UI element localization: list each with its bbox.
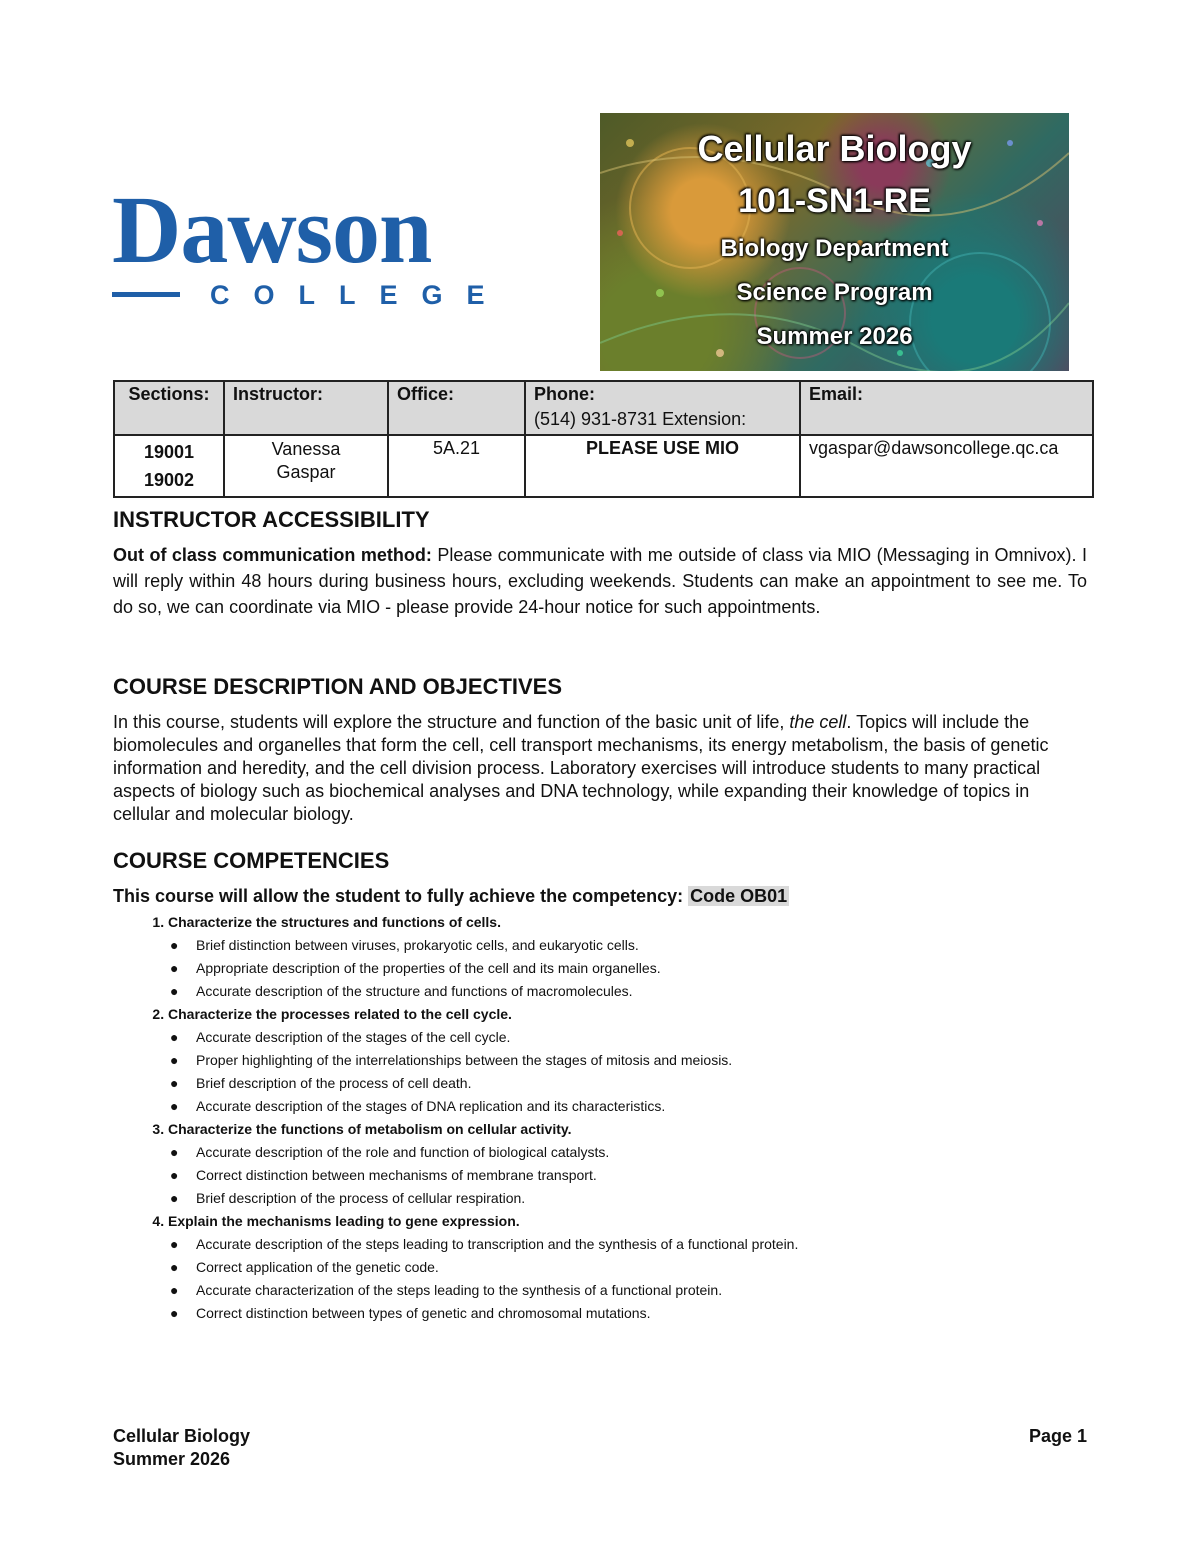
logo-rule — [112, 292, 180, 297]
cell-instructor: Vanessa Gaspar — [224, 435, 388, 497]
description-italic: the cell — [789, 712, 847, 732]
logo-subline — [112, 280, 522, 310]
header-office: Office: — [388, 381, 525, 435]
competency-point-text: Accurate description of the stages of the cell cycle. — [196, 1029, 511, 1045]
footer-page-number: Page 1 — [1028, 1426, 1087, 1446]
bullet-icon: ● — [170, 1190, 179, 1206]
competency-point-text: Correct application of the genetic code. — [196, 1259, 439, 1275]
cell-office: 5A.21 — [388, 435, 525, 497]
list-item — [170, 980, 1087, 1003]
header-phone-label: Phone: — [534, 384, 595, 404]
banner-text-block — [600, 113, 1069, 359]
competency-item — [168, 1118, 1087, 1210]
logo-college-text: COLLEGE — [210, 280, 509, 310]
cell-sections — [114, 435, 224, 497]
bullet-icon: ● — [170, 1305, 179, 1321]
list-item — [170, 1256, 1087, 1279]
table-row — [114, 435, 1093, 497]
competency-point-text: Proper highlighting of the interrelationships between the stages of mitosis and meiosis. — [196, 1052, 733, 1068]
section-number: 19001 — [143, 442, 195, 462]
page-footer — [113, 1425, 1087, 1471]
bullet-icon: ● — [170, 1052, 179, 1068]
competency-title: Characterize the structures and functions of cells. — [168, 914, 501, 930]
course-banner — [600, 113, 1069, 371]
communication-method-text: Please communicate with me outside of class via MIO (Messaging in Omnivox). I will reply within 48 hours during business hours, excluding weekends. Students can make an appointment to see me. To do so, we can coordinate via MIO - please provide 24-hour notice for such appointments. — [113, 545, 1088, 617]
bullet-icon: ● — [170, 1098, 179, 1114]
footer-course: Cellular Biology — [113, 1426, 251, 1446]
list-item — [170, 1233, 1087, 1256]
competency-item — [168, 1003, 1087, 1118]
competency-point-text: Accurate description of the role and function of biological catalysts. — [196, 1144, 610, 1160]
bullet-icon: ● — [170, 1144, 179, 1160]
bullet-icon: ● — [170, 1075, 179, 1091]
list-item — [170, 1187, 1087, 1210]
list-item — [170, 1302, 1087, 1325]
description-heading: COURSE DESCRIPTION AND OBJECTIVES — [113, 674, 563, 699]
header-phone-number: (514) 931-8731 Extension: — [534, 409, 747, 429]
table-header-row — [114, 381, 1093, 435]
logo-wordmark: Dawson — [112, 176, 432, 283]
list-item — [170, 1141, 1087, 1164]
competency-lead-text: This course will allow the student to fully achieve the competency: — [113, 886, 689, 906]
bullet-icon: ● — [170, 937, 179, 953]
banner-program: Science Program — [736, 279, 933, 306]
banner-title: Cellular Biology — [697, 128, 972, 169]
competency-item — [168, 911, 1087, 1003]
competency-points — [168, 934, 1087, 1003]
banner-term: Summer 2026 — [756, 323, 913, 350]
list-item — [170, 1026, 1087, 1049]
competency-points — [168, 1233, 1087, 1325]
competency-title: Characterize the functions of metabolism on cellular activity. — [168, 1121, 572, 1137]
bullet-icon: ● — [170, 1029, 179, 1045]
competency-code: Code OB01 — [690, 886, 788, 906]
cell-email: vgaspar@dawsoncollege.qc.ca — [800, 435, 1093, 497]
instructor-info-table — [113, 380, 1094, 498]
competencies-heading: COURSE COMPETENCIES — [113, 848, 390, 873]
list-item — [170, 1049, 1087, 1072]
cell-phone: PLEASE USE MIO — [525, 435, 800, 497]
competency-item — [168, 1210, 1087, 1325]
footer-term: Summer 2026 — [113, 1449, 231, 1469]
competency-point-text: Appropriate description of the properties of the cell and its main organelles. — [196, 960, 661, 976]
competency-points — [168, 1026, 1087, 1118]
description-text — [113, 711, 1087, 826]
accessibility-text — [113, 542, 1087, 620]
bullet-icon: ● — [170, 960, 179, 976]
competency-point-text: Correct distinction between types of genetic and chromosomal mutations. — [196, 1305, 651, 1321]
list-item — [170, 1164, 1087, 1187]
competency-point-text: Correct distinction between mechanisms of membrane transport. — [196, 1167, 597, 1183]
competency-list — [113, 911, 1087, 1325]
competency-point-text: Brief description of the process of cellular respiration. — [196, 1190, 526, 1206]
competency-title: Explain the mechanisms leading to gene expression. — [168, 1213, 520, 1229]
list-item — [170, 934, 1087, 957]
banner-department: Biology Department — [720, 235, 949, 262]
header-instructor: Instructor: — [224, 381, 388, 435]
competency-point-text: Accurate description of the structure and functions of macromolecules. — [196, 983, 633, 999]
competency-lead — [113, 886, 1087, 907]
banner-course-code: 101-SN1-RE — [738, 182, 931, 220]
bullet-icon: ● — [170, 1282, 179, 1298]
bullet-icon: ● — [170, 983, 179, 999]
competency-title: Characterize the processes related to the cell cycle. — [168, 1006, 512, 1022]
description-text-start: In this course, students will explore the structure and function of the basic unit of life, — [113, 712, 790, 732]
competency-point-text: Accurate characterization of the steps leading to the synthesis of a functional protein. — [196, 1282, 723, 1298]
competency-point-text: Accurate description of the stages of DNA replication and its characteristics. — [196, 1098, 666, 1114]
bullet-icon: ● — [170, 1236, 179, 1252]
list-item — [170, 1095, 1087, 1118]
bullet-icon: ● — [170, 1167, 179, 1183]
header-email: Email: — [800, 381, 1093, 435]
list-item — [170, 957, 1087, 980]
bullet-icon: ● — [170, 1259, 179, 1275]
header-sections: Sections: — [114, 381, 224, 435]
header-phone — [525, 381, 800, 435]
accessibility-section — [113, 507, 1087, 620]
competency-point-text: Brief distinction between viruses, prokaryotic cells, and eukaryotic cells. — [196, 937, 639, 953]
competency-points — [168, 1141, 1087, 1210]
list-item — [170, 1279, 1087, 1302]
competencies-section — [113, 848, 1087, 1325]
dawson-college-logo — [112, 176, 522, 314]
section-number: 19002 — [143, 470, 195, 490]
communication-method-label: Out of class communication method: — [113, 545, 432, 565]
competency-point-text: Accurate description of the steps leading to transcription and the synthesis of a functional protein. — [196, 1236, 799, 1252]
accessibility-heading: INSTRUCTOR ACCESSIBILITY — [113, 507, 430, 532]
list-item — [170, 1072, 1087, 1095]
description-text-end: . Topics will include the biomolecules and organelles that form the cell, cell transport mechanisms, its energy metabolism, the basis of genetic information and heredity, and the cell division process. Laboratory exercises will introduce students to many practical aspects of biology such as biochemical analyses and DNA technology, while expanding their knowledge of topics in cellular and molecular biology. — [113, 712, 1049, 824]
description-section — [113, 674, 1087, 826]
competency-point-text: Brief description of the process of cell death. — [196, 1075, 472, 1091]
